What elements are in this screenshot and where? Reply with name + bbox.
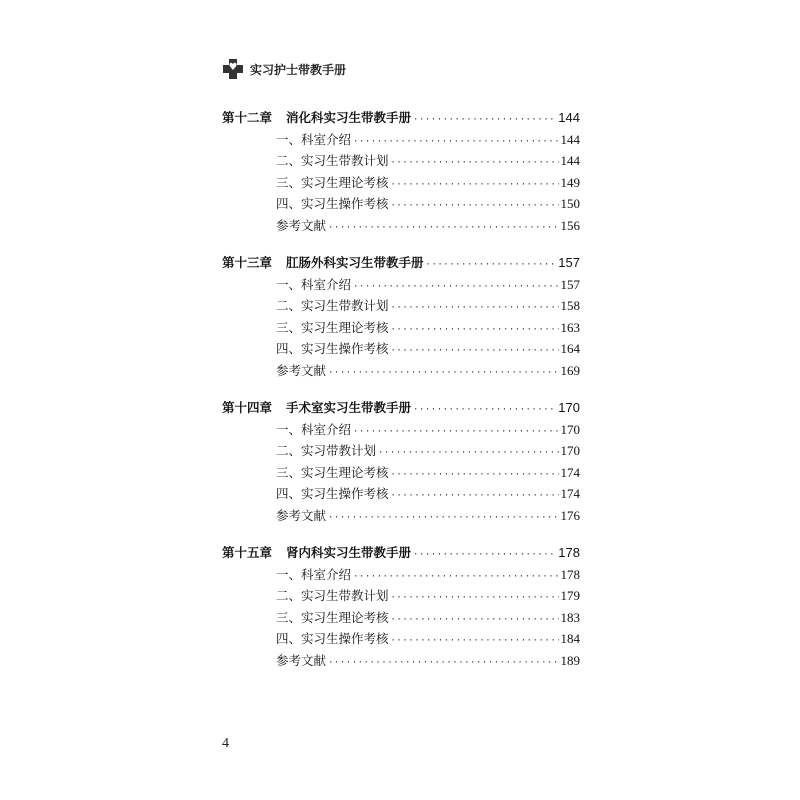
dot-leader bbox=[353, 137, 558, 147]
section-page: 174 bbox=[560, 464, 580, 480]
dot-leader bbox=[391, 346, 559, 356]
dot-leader bbox=[413, 550, 556, 560]
running-header bbox=[222, 58, 346, 80]
toc-entry[interactable] bbox=[222, 194, 580, 216]
section-page: 170 bbox=[560, 421, 580, 437]
chapter-heading[interactable] bbox=[222, 253, 580, 275]
section-title: 参考文献 bbox=[276, 217, 327, 233]
dot-leader bbox=[328, 223, 558, 233]
section-page: 163 bbox=[560, 319, 580, 335]
section-title: 四、实习生操作考核 bbox=[276, 631, 389, 646]
chapter-number: 第十三章 bbox=[222, 255, 273, 270]
toc-entry[interactable] bbox=[222, 608, 580, 630]
section-page: 174 bbox=[560, 486, 580, 501]
section-title: 参考文献 bbox=[276, 507, 327, 523]
toc-chapter bbox=[222, 543, 580, 672]
toc-chapter bbox=[222, 398, 580, 527]
section-title: 四、实习生操作考核 bbox=[276, 486, 389, 501]
chapter-number: 第十二章 bbox=[222, 110, 273, 125]
section-page: 169 bbox=[560, 362, 580, 378]
section-page: 183 bbox=[560, 609, 580, 625]
toc-entry[interactable] bbox=[222, 586, 580, 608]
toc-entry[interactable] bbox=[222, 506, 580, 528]
dot-leader bbox=[391, 636, 559, 646]
toc-entry[interactable] bbox=[222, 151, 580, 173]
section-page: 184 bbox=[560, 631, 580, 646]
toc-entry[interactable] bbox=[222, 651, 580, 673]
dot-leader bbox=[391, 158, 559, 168]
section-title: 四、实习生操作考核 bbox=[276, 196, 389, 211]
toc-entry[interactable] bbox=[222, 565, 580, 587]
dot-leader bbox=[413, 405, 556, 415]
dot-leader bbox=[328, 513, 558, 523]
chapter-heading[interactable] bbox=[222, 108, 580, 130]
dot-leader bbox=[328, 368, 558, 378]
dot-leader bbox=[353, 572, 558, 582]
chapter-page: 178 bbox=[558, 545, 580, 560]
section-page: 164 bbox=[560, 341, 580, 356]
section-page: 176 bbox=[560, 507, 580, 523]
chapter-page: 144 bbox=[558, 110, 580, 125]
dot-leader bbox=[391, 201, 559, 211]
dot-leader bbox=[391, 615, 559, 625]
section-title: 三、实习生理论考核 bbox=[276, 464, 389, 480]
chapter-title: 消化科实习生带教手册 bbox=[286, 110, 412, 125]
chapter-number: 第十五章 bbox=[222, 545, 273, 560]
dot-leader bbox=[426, 260, 557, 270]
dot-leader bbox=[328, 658, 558, 668]
section-page: 150 bbox=[560, 196, 580, 211]
header-title: 实习护士带教手册 bbox=[250, 62, 347, 77]
chapter-title: 肾内科实习生带教手册 bbox=[286, 545, 412, 560]
toc-chapter bbox=[222, 108, 580, 237]
dot-leader bbox=[413, 115, 556, 125]
section-title: 一、科室介绍 bbox=[276, 421, 352, 437]
toc-entry[interactable] bbox=[222, 216, 580, 238]
chapter-heading[interactable] bbox=[222, 398, 580, 420]
section-page: 156 bbox=[560, 217, 580, 233]
toc-entry[interactable] bbox=[222, 361, 580, 383]
toc-entry[interactable] bbox=[222, 318, 580, 340]
section-page: 158 bbox=[560, 298, 580, 313]
section-title: 一、科室介绍 bbox=[276, 276, 352, 292]
dot-leader bbox=[378, 448, 558, 458]
dot-leader bbox=[391, 180, 559, 190]
section-title: 四、实习生操作考核 bbox=[276, 341, 389, 356]
section-page: 170 bbox=[560, 443, 580, 458]
section-title: 二、实习生带教计划 bbox=[276, 588, 389, 603]
dot-leader bbox=[391, 303, 559, 313]
chapter-title: 肛肠外科实习生带教手册 bbox=[286, 255, 424, 270]
section-page: 149 bbox=[560, 174, 580, 190]
dot-leader bbox=[353, 282, 558, 292]
section-page: 144 bbox=[560, 153, 580, 168]
toc-entry[interactable] bbox=[222, 441, 580, 463]
section-title: 三、实习生理论考核 bbox=[276, 319, 389, 335]
chapter-page: 157 bbox=[558, 255, 580, 270]
page-number: 4 bbox=[222, 736, 229, 751]
toc-entry[interactable] bbox=[222, 484, 580, 506]
chapter-number: 第十四章 bbox=[222, 400, 273, 415]
section-title: 参考文献 bbox=[276, 652, 327, 668]
section-title: 二、实习生带教计划 bbox=[276, 153, 389, 168]
chapter-title: 手术室实习生带教手册 bbox=[286, 400, 412, 415]
toc-entry[interactable] bbox=[222, 296, 580, 318]
dot-leader bbox=[391, 593, 559, 603]
section-title: 二、实习生带教计划 bbox=[276, 298, 389, 313]
chapter-page: 170 bbox=[558, 400, 580, 415]
section-page: 179 bbox=[560, 588, 580, 603]
toc-entry[interactable] bbox=[222, 463, 580, 485]
section-title: 三、实习生理论考核 bbox=[276, 609, 389, 625]
section-page: 189 bbox=[560, 652, 580, 668]
medical-cross-heart-icon: ♥ bbox=[222, 58, 244, 80]
section-title: 一、科室介绍 bbox=[276, 131, 352, 147]
toc-entry[interactable] bbox=[222, 173, 580, 195]
dot-leader bbox=[391, 470, 559, 480]
dot-leader bbox=[391, 491, 559, 501]
section-title: 参考文献 bbox=[276, 362, 327, 378]
table-of-contents bbox=[222, 108, 580, 688]
section-page: 144 bbox=[560, 131, 580, 147]
toc-chapter bbox=[222, 253, 580, 382]
toc-entry[interactable] bbox=[222, 130, 580, 152]
toc-entry[interactable] bbox=[222, 275, 580, 297]
chapter-heading[interactable] bbox=[222, 543, 580, 565]
section-page: 157 bbox=[560, 276, 580, 292]
section-page: 178 bbox=[560, 566, 580, 582]
toc-entry[interactable] bbox=[222, 629, 580, 651]
dot-leader bbox=[353, 427, 558, 437]
toc-entry[interactable] bbox=[222, 339, 580, 361]
section-title: 二、实习带教计划 bbox=[276, 443, 377, 458]
toc-entry[interactable] bbox=[222, 420, 580, 442]
section-title: 一、科室介绍 bbox=[276, 566, 352, 582]
section-title: 三、实习生理论考核 bbox=[276, 174, 389, 190]
dot-leader bbox=[391, 325, 559, 335]
